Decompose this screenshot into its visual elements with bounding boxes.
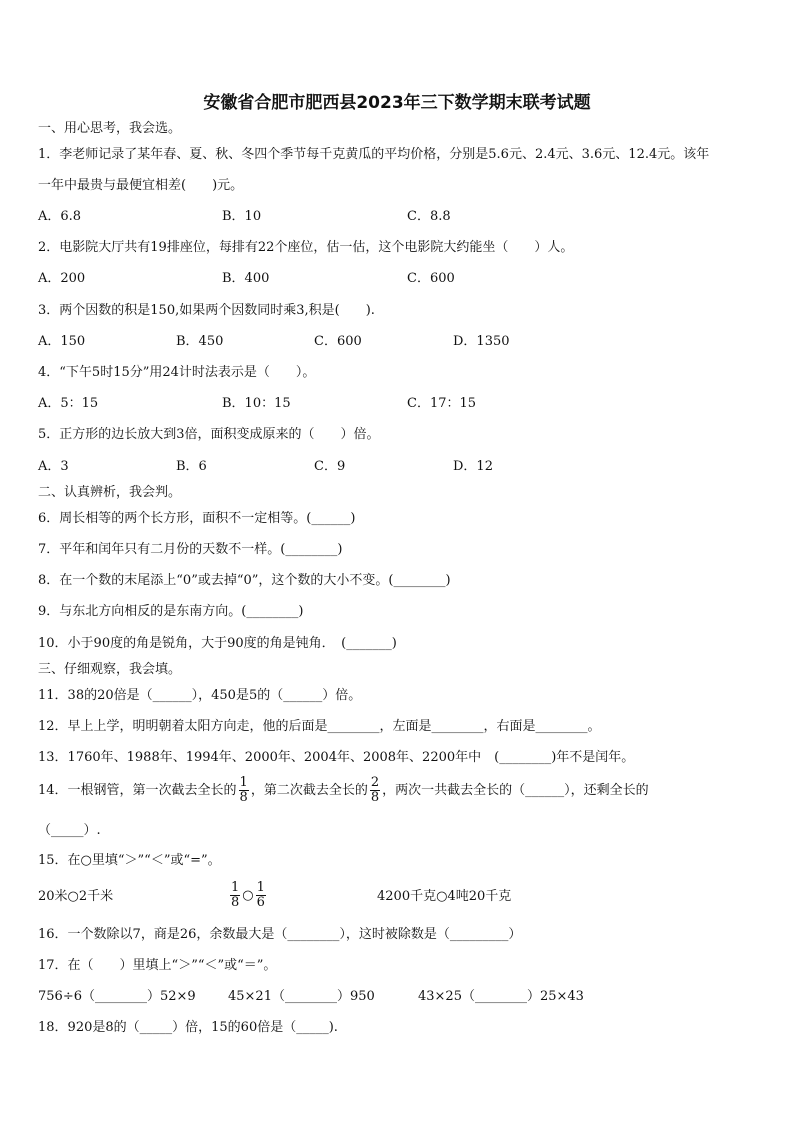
- fraction-one-eighth: $\frac{1}{8}$: [231, 880, 240, 910]
- question-2-option-b[interactable]: B．400: [222, 271, 270, 286]
- question-3-option-c[interactable]: C．600: [314, 334, 362, 349]
- question-1-option-b[interactable]: B．10: [222, 209, 262, 224]
- question-14-text-3: ，两次一共截去全长的（______），还剩全长的: [382, 783, 649, 798]
- fraction-two-eighths: $\frac{2}{8}$: [370, 775, 380, 805]
- question-5-option-d[interactable]: D．12: [453, 459, 493, 474]
- section-heading-1: 一、用心思考，我会选。: [38, 121, 182, 136]
- question-9: 9．与东北方向相反的是东南方向。(________): [38, 604, 304, 619]
- section-heading-2: 二、认真辨析，我会判。: [38, 485, 182, 500]
- question-2-option-a[interactable]: A．200: [38, 271, 86, 286]
- question-14-line-1: [38, 773, 649, 809]
- question-7: 7．平年和闰年只有二月份的天数不一样。(________): [38, 542, 343, 557]
- question-14-line-2: （_____）.: [38, 823, 101, 838]
- question-1-line-1: 1．李老师记录了某年春、夏、秋、冬四个季节每千克黄瓜的平均价格，分别是5.6元、2.4元、3.6元、12.4元。该年: [38, 147, 710, 162]
- question-1-line-2: 一年中最贵与最便宜相差( )元。: [38, 178, 244, 193]
- question-14-text-1: 14．一根钢管，第一次截去全长的: [38, 783, 237, 798]
- question-3-option-d[interactable]: D．1350: [453, 334, 510, 349]
- question-18: 18．920是8的（_____）倍，15的60倍是（_____).: [38, 1020, 338, 1035]
- section-heading-3: 三、仔细观察，我会填。: [38, 662, 182, 677]
- question-3-option-b[interactable]: B．450: [176, 334, 224, 349]
- question-6: 6．周长相等的两个长方形，面积不一定相等。(______): [38, 511, 356, 526]
- question-11: 11．38的20倍是（______），450是5的（______）倍。: [38, 688, 362, 703]
- question-5-option-c[interactable]: C．9: [314, 459, 346, 474]
- question-16: 16．一个数除以7，商是26，余数最大是（________），这时被除数是（_________）: [38, 927, 522, 942]
- question-3: 3．两个因数的积是150,如果两个因数同时乘3,积是( ).: [38, 303, 375, 318]
- question-2: 2．电影院大厅共有19排座位，每排有22个座位，估一估，这个电影院大约能坐（ ）人。: [38, 240, 574, 255]
- fraction-one-eighth: $\frac{1}{8}$: [239, 775, 248, 805]
- question-2-option-c[interactable]: C．600: [407, 271, 455, 286]
- compare-circle[interactable]: ○: [242, 888, 254, 903]
- question-17: 17．在（ ）里填上“＞”“＜”或“＝”。: [38, 958, 277, 973]
- question-5-option-b[interactable]: B．6: [176, 459, 207, 474]
- question-3-option-a[interactable]: A．150: [38, 334, 86, 349]
- page-title: 安徽省合肥市肥西县2023年三下数学期末联考试题: [203, 93, 591, 113]
- question-12: 12．早上上学，明明朝着太阳方向走，他的后面是________，左面是________，右面是________。: [38, 719, 601, 734]
- question-17-item-2: 45×21（________）950: [228, 989, 375, 1004]
- question-14-text-2: ，第二次截去全长的: [250, 783, 368, 798]
- question-4-option-a[interactable]: A．5：15: [38, 396, 99, 411]
- question-15-item-3: 4200千克○4吨20千克: [377, 889, 512, 904]
- question-5: 5．正方形的边长放大到3倍，面积变成原来的（ ）倍。: [38, 427, 380, 442]
- question-10: 10．小于90度的角是锐角，大于90度的角是钝角． (_______): [38, 636, 397, 651]
- question-15-item-1: 20米○2千米: [38, 889, 114, 904]
- question-1-option-a[interactable]: A．6.8: [38, 209, 82, 224]
- question-4-option-c[interactable]: C．17：15: [407, 396, 477, 411]
- question-1-option-c[interactable]: C．8.8: [407, 209, 451, 224]
- question-13: 13．1760年、1988年、1994年、2000年、2004年、2008年、2200年中 (________)年不是闰年。: [38, 750, 635, 765]
- question-4-option-b[interactable]: B．10：15: [222, 396, 291, 411]
- question-17-item-3: 43×25（________）25×43: [418, 989, 584, 1004]
- question-5-option-a[interactable]: A．3: [38, 459, 69, 474]
- question-4: 4．“下午5时15分”用24计时法表示是（ ）。: [38, 365, 316, 380]
- fraction-one-sixth: $\frac{1}{6}$: [256, 880, 265, 910]
- question-17-item-1: 756÷6（________）52×9: [38, 989, 196, 1004]
- question-15: 15．在○里填“＞”“＜”或“=”。: [38, 853, 221, 868]
- question-8: 8．在一个数的末尾添上“0”或去掉“0”，这个数的大小不变。(________): [38, 573, 451, 588]
- question-15-item-2: [228, 878, 268, 914]
